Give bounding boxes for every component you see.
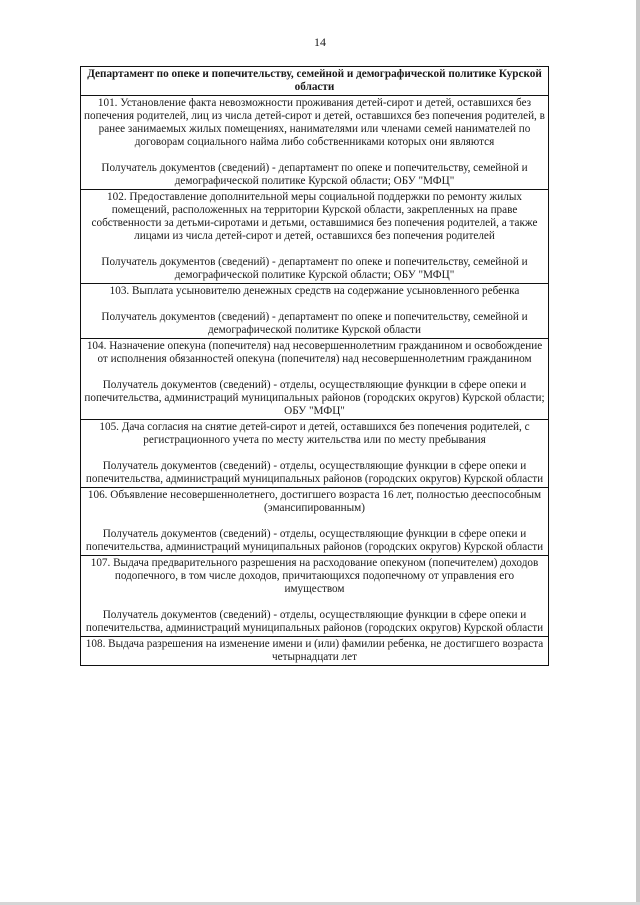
service-recipient: Получатель документов (сведений) - отделы, осуществляющие функции в сфере опеки и попечительства, администраций муниципальных районов (городских округов) Курской области [85,460,544,485]
table-row [81,96,549,190]
service-title: 102. Предоставление дополнительной меры социальной поддержки по ремонту жилых помещений, расположенных на территории Курской области, закрепленных на праве собственности за детьми-сиротами и детьми, оставшимися без попечения родителей, а также лицами из числа детей-сирот и детей, оставшихся без попечения родителей [91,191,538,242]
table-row [81,284,549,339]
page-number: 14 [314,35,326,49]
table-row [81,637,549,666]
service-recipient: Получатель документов (сведений) - департамент по опеке и попечительству, семейной и демографической политике Курской области; ОБУ "МФЦ" [101,256,528,281]
service-cell-106 [81,488,549,556]
service-cell-104 [81,339,549,420]
table-row [81,339,549,420]
service-title: 104. Назначение опекуна (попечителя) над несовершеннолетним гражданином и освобождение от исполнения обязанностей опекуна (попечителя) над несовершеннолетним гражданином [86,340,543,365]
service-title: 101. Установление факта невозможности проживания детей-сирот и детей, оставшихся без попечения родителей, лиц из числа детей-сирот и детей, оставшихся без попечения родителей, в ранее занимаемых жилых помещениях, нанимателями или членами семей нанимателей по договорам социального найма либо собственниками которых они являются [84,97,545,148]
service-recipient: Получатель документов (сведений) - отделы, осуществляющие функции в сфере опеки и попечительства, администраций муниципальных районов (городских округов) Курской области; ОБУ "МФЦ" [84,379,545,417]
table-row [81,488,549,556]
service-cell-108 [81,637,549,666]
service-title: 107. Выдача предварительного разрешения на расходование опекуном (попечителем) доходов подопечного, в том числе доходов, причитающихся подопечному от управления его имуществом [90,557,539,595]
service-cell-107 [81,556,549,637]
service-title: 108. Выдача разрешения на изменение имени и (или) фамилии ребенка, не достигшего возраста четырнадцати лет [85,638,544,663]
service-recipient: Получатель документов (сведений) - отделы, осуществляющие функции в сфере опеки и попечительства, администраций муниципальных районов (городских округов) Курской области [85,528,544,553]
service-recipient: Получатель документов (сведений) - департамент по опеке и попечительству, семейной и демографической политике Курской области [101,311,528,336]
table-row [81,556,549,637]
scan-edge [636,0,640,905]
table-header-row [81,67,549,96]
service-cell-105 [81,420,549,488]
service-recipient: Получатель документов (сведений) - отделы, осуществляющие функции в сфере опеки и попечительства, администраций муниципальных районов (городских округов) Курской области [85,609,544,634]
service-recipient: Получатель документов (сведений) - департамент по опеке и попечительству, семейной и демографической политике Курской области; ОБУ "МФЦ" [101,162,528,187]
table-row [81,420,549,488]
service-title: 106. Объявление несовершеннолетнего, достигшего возраста 16 лет, полностью дееспособным (эмансипированным) [87,489,542,514]
services-table [80,66,549,666]
service-title: 105. Дача согласия на снятие детей-сирот и детей, оставшихся без попечения родителей, с регистрационного учета по месту жительства или по месту пребывания [99,421,530,446]
service-cell-103 [81,284,549,339]
service-cell-101 [81,96,549,190]
department-header: Департамент по опеке и попечительству, семейной и демографической политике Курской области [81,67,549,96]
service-title: 103. Выплата усыновителю денежных средств на содержание усыновленного ребенка [109,285,520,297]
service-cell-102 [81,190,549,284]
table-row [81,190,549,284]
